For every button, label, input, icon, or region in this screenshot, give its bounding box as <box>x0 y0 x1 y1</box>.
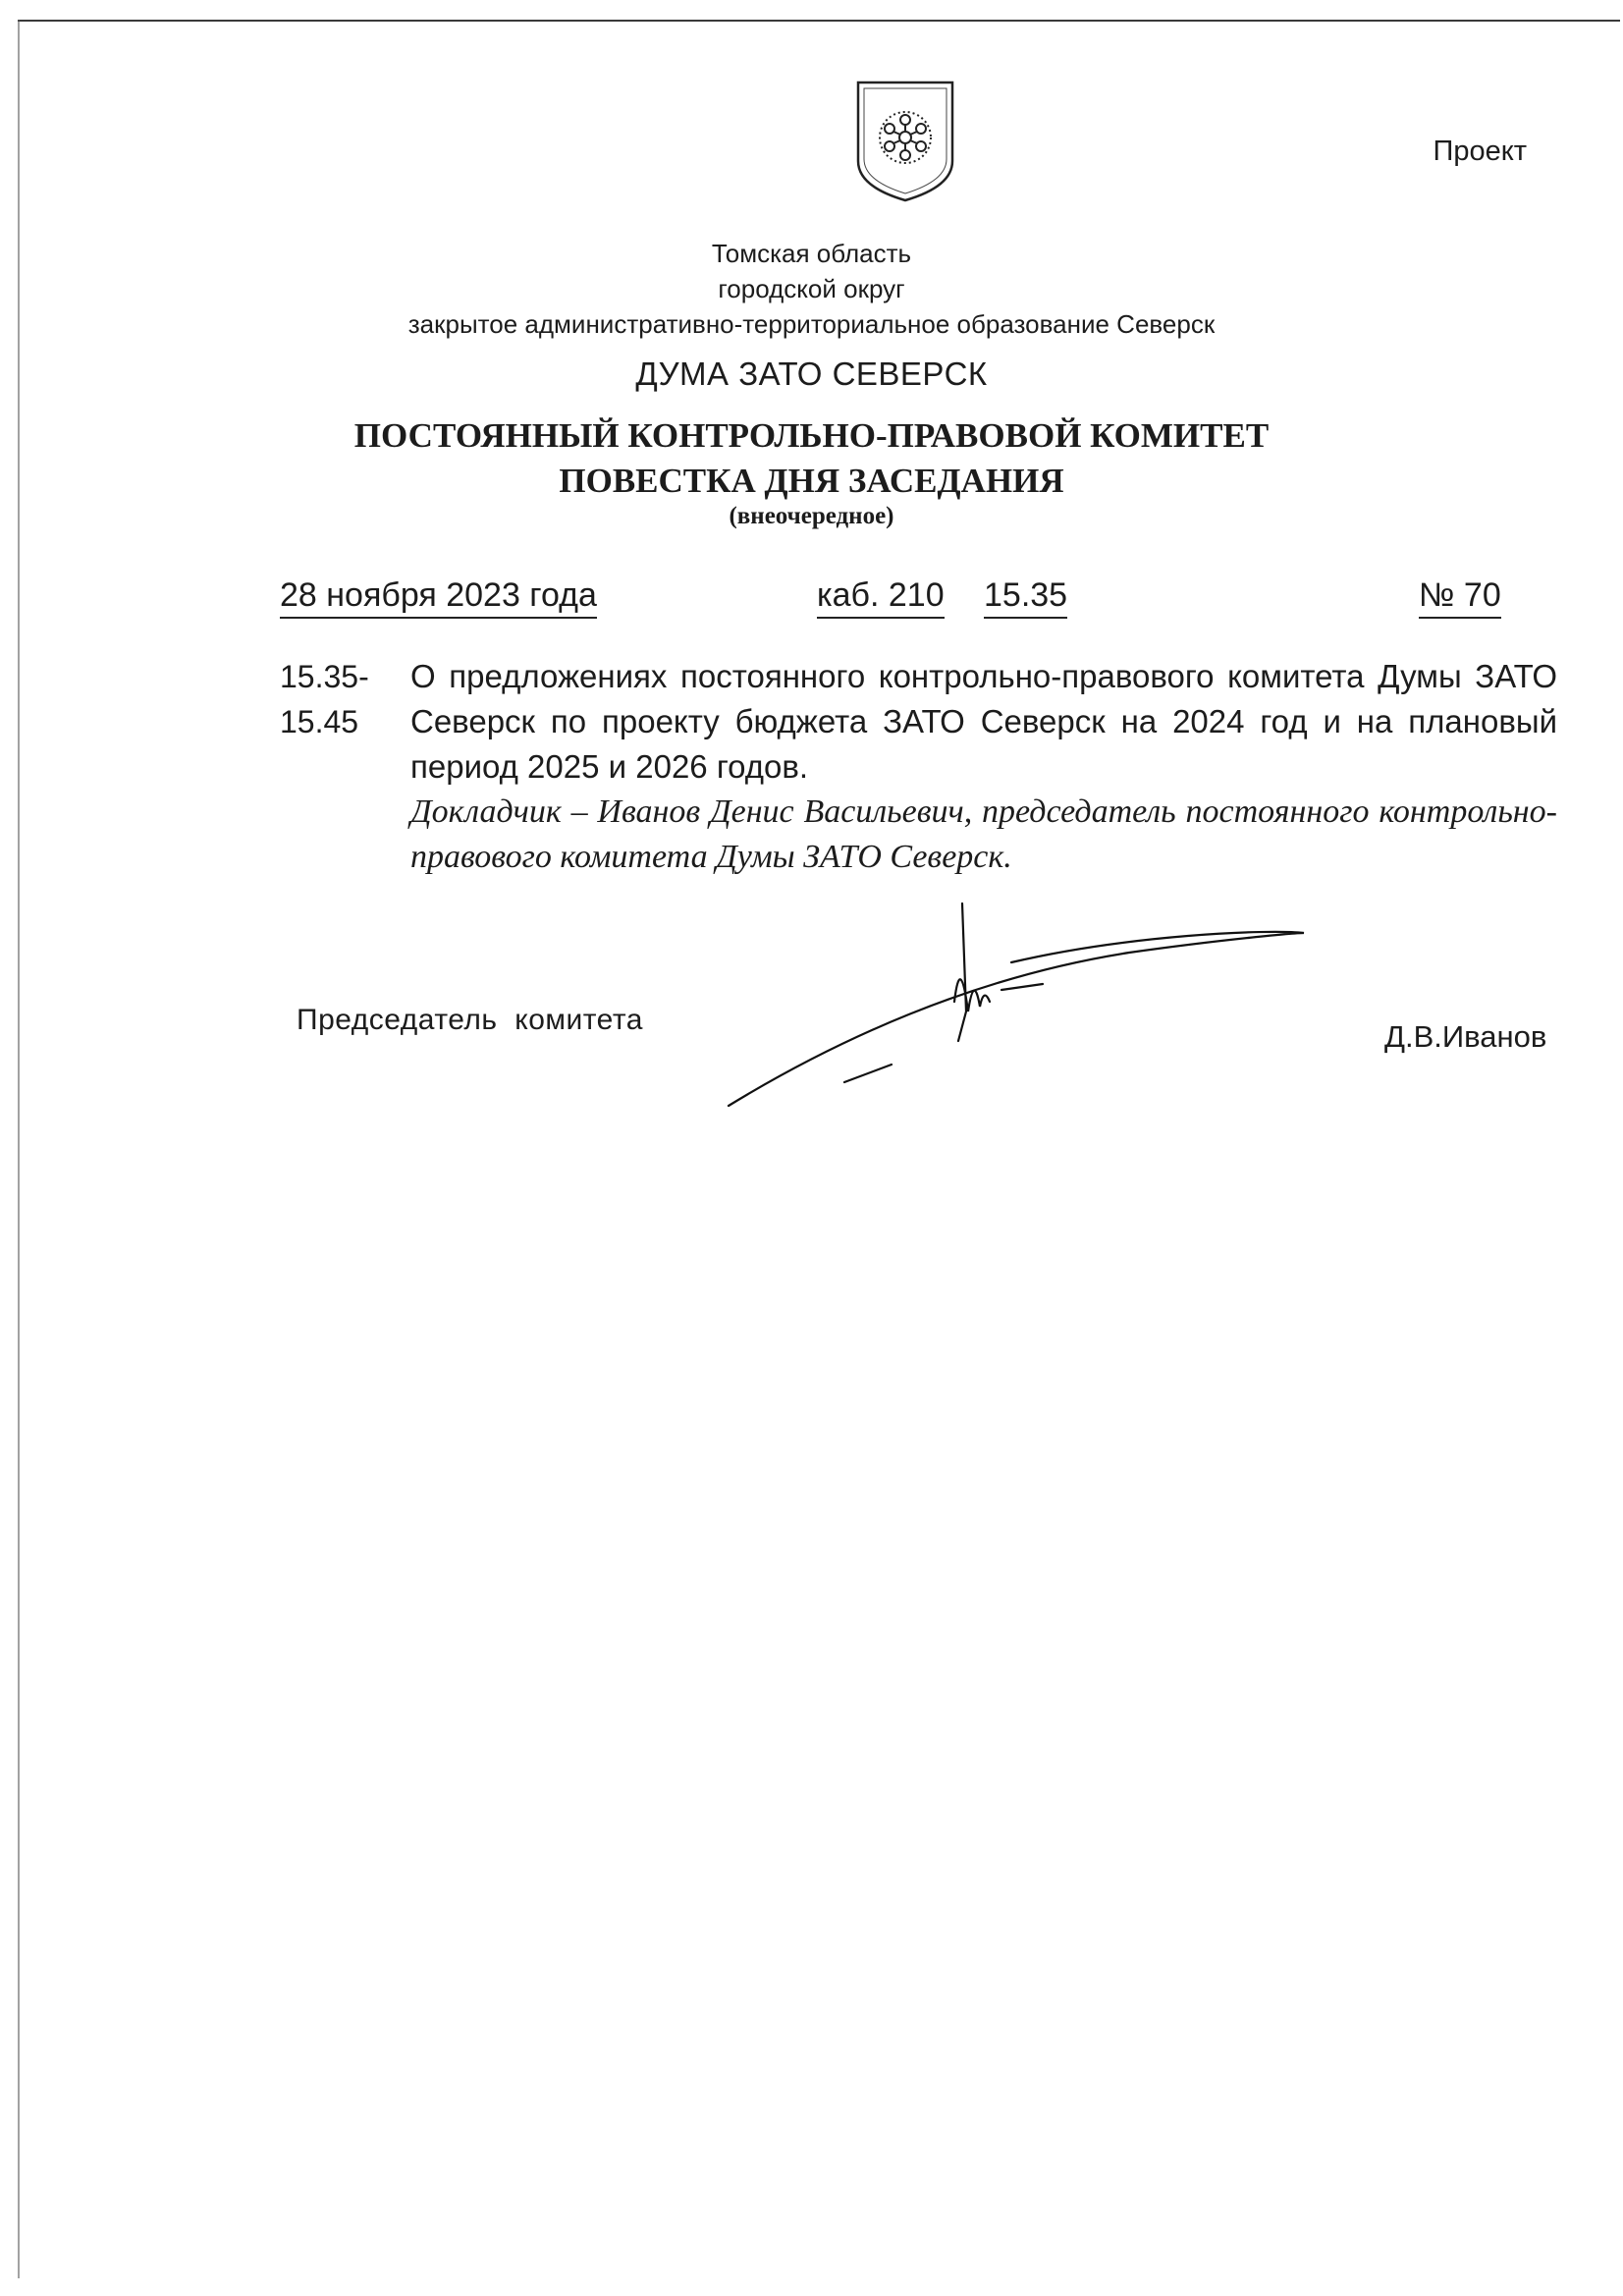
agenda-item-time <box>280 654 369 744</box>
region-line: Томская область <box>711 239 912 268</box>
signature-icon <box>717 894 1306 1110</box>
meeting-room: каб. 210 <box>817 576 945 619</box>
meeting-date: 28 ноября 2023 года <box>280 576 597 619</box>
chair-name: Д.В.Иванов <box>1384 1019 1547 1054</box>
meeting-time: 15.35 <box>984 576 1067 619</box>
agenda-item-speaker: Докладчик – Иванов Денис Васильевич, председатель постоянного контрольно-правового комитета Думы ЗАТО Северск. <box>410 793 1557 875</box>
committee-heading <box>0 413 1623 504</box>
chair-position: Председатель комитета <box>297 1004 643 1036</box>
scan-top-edge <box>18 20 1620 22</box>
region-line: городской округ <box>718 274 905 303</box>
region-line: закрытое административно-территориальное образование Северск <box>407 309 1216 339</box>
coat-of-arms-icon <box>852 77 958 204</box>
agenda-time-to: 15.45 <box>280 704 359 739</box>
draft-stamp: Проект <box>1433 136 1527 167</box>
duma-title: ДУМА ЗАТО СЕВЕРСК <box>635 355 988 392</box>
region-header <box>0 236 1623 342</box>
agenda-item <box>410 654 1557 880</box>
meeting-number: № 70 <box>1419 576 1501 619</box>
document-title: ПОВЕСТКА ДНЯ ЗАСЕДАНИЯ <box>559 462 1064 500</box>
agenda-item-text: О предложениях постоянного контрольно-правового комитета Думы ЗАТО Северск по проекту бюджета ЗАТО Северск на 2024 год и на плановый период 2025 и 2026 годов. <box>410 658 1557 785</box>
committee-name: ПОСТОЯННЫЙ КОНТРОЛЬНО-ПРАВОВОЙ КОМИТЕТ <box>353 416 1270 455</box>
agenda-time-from: 15.35- <box>280 659 369 694</box>
session-type: (внеочередное) <box>729 503 894 529</box>
